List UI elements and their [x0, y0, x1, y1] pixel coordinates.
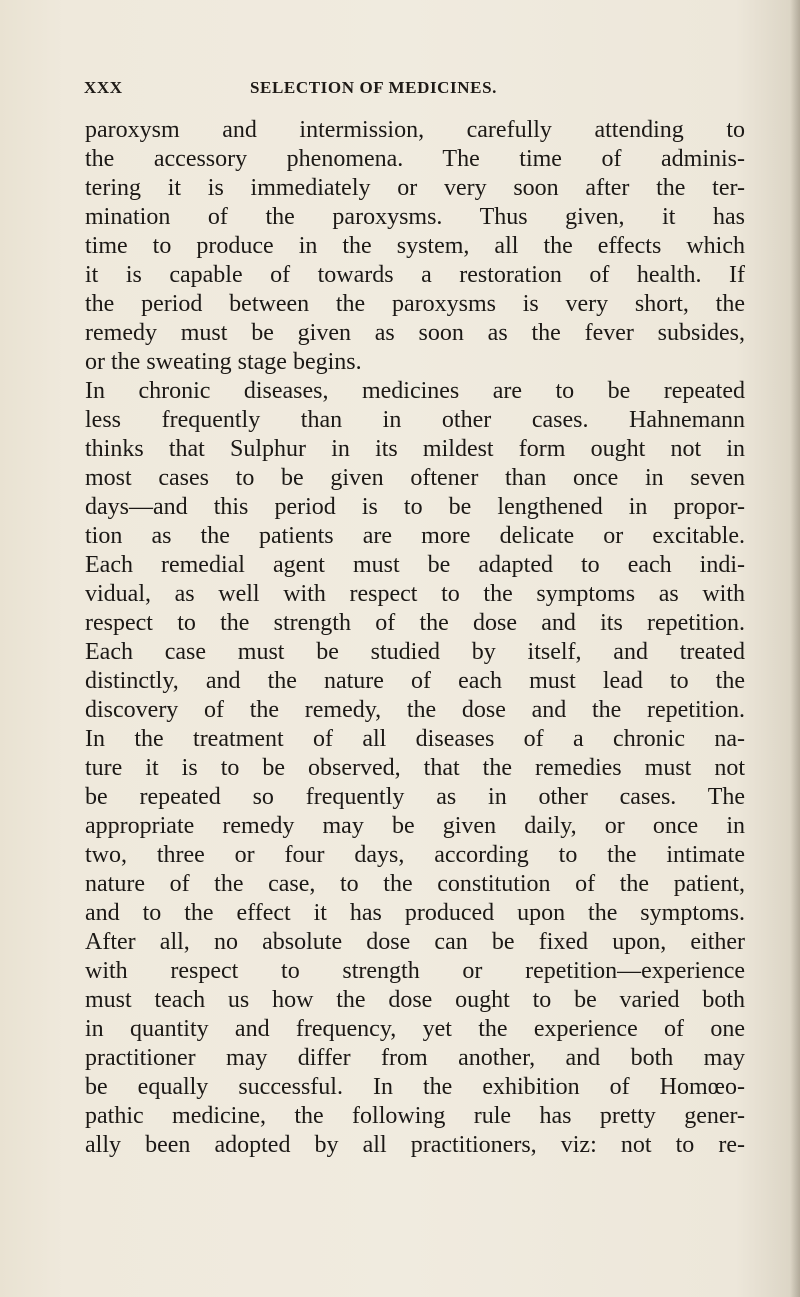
text-line: distinctly, and the nature of each must lead to the	[85, 668, 745, 694]
text-line: In chronic diseases, medicines are to be repeated	[85, 378, 745, 404]
text-line: less frequently than in other cases. Hahnemann	[85, 407, 745, 433]
text-line: tering it is immediately or very soon after the ter-	[85, 175, 745, 201]
text-line: and to the effect it has produced upon the symptoms.	[85, 900, 745, 926]
text-line: Each remedial agent must be adapted to each indi-	[85, 552, 745, 578]
text-line: be repeated so frequently as in other cases. The	[85, 784, 745, 810]
text-line: In the treatment of all diseases of a chronic na-	[85, 726, 745, 752]
text-line: days—and this period is to be lengthened in propor-	[85, 494, 745, 520]
body-text	[85, 116, 745, 1160]
text-line: must teach us how the dose ought to be varied both	[85, 987, 745, 1013]
text-line: remedy must be given as soon as the fever subsides,	[85, 320, 745, 346]
text-line: appropriate remedy may be given daily, or once in	[85, 813, 745, 839]
text-line: two, three or four days, according to the intimate	[85, 842, 745, 868]
text-line: ally been adopted by all practitioners, viz: not to re-	[85, 1132, 745, 1158]
text-line: vidual, as well with respect to the symptoms as with	[85, 581, 745, 607]
text-line: pathic medicine, the following rule has pretty gener-	[85, 1103, 745, 1129]
page-number: XXX	[84, 78, 123, 97]
text-line: the period between the paroxysms is very short, the	[85, 291, 745, 317]
text-line: practitioner may differ from another, and both may	[85, 1045, 745, 1071]
text-line: be equally successful. In the exhibition of Homœo-	[85, 1074, 745, 1100]
text-line: the accessory phenomena. The time of adminis-	[85, 146, 745, 172]
text-line: respect to the strength of the dose and its repetition.	[85, 610, 745, 636]
text-line: paroxysm and intermission, carefully attending to	[85, 117, 745, 143]
text-line: it is capable of towards a restoration of health. If	[85, 262, 745, 288]
text-line: discovery of the remedy, the dose and the repetition.	[85, 697, 745, 723]
text-line: with respect to strength or repetition—experience	[85, 958, 745, 984]
text-line: After all, no absolute dose can be fixed upon, either	[85, 929, 745, 955]
text-line: in quantity and frequency, yet the experience of one	[85, 1016, 745, 1042]
page-edge-shadow	[790, 0, 800, 1297]
text-line: mination of the paroxysms. Thus given, it has	[85, 204, 745, 230]
text-line: nature of the case, to the constitution of the patient,	[85, 871, 745, 897]
text-line: time to produce in the system, all the effects which	[85, 233, 745, 259]
text-line: ture it is to be observed, that the remedies must not	[85, 755, 745, 781]
running-head-title: SELECTION OF MEDICINES.	[250, 78, 497, 97]
text-line: or the sweating stage begins.	[85, 349, 362, 375]
text-line: most cases to be given oftener than once in seven	[85, 465, 745, 491]
text-line: Each case must be studied by itself, and treated	[85, 639, 745, 665]
text-line: tion as the patients are more delicate or excitable.	[85, 523, 745, 549]
text-line: thinks that Sulphur in its mildest form ought not in	[85, 436, 745, 462]
running-head	[84, 78, 744, 100]
